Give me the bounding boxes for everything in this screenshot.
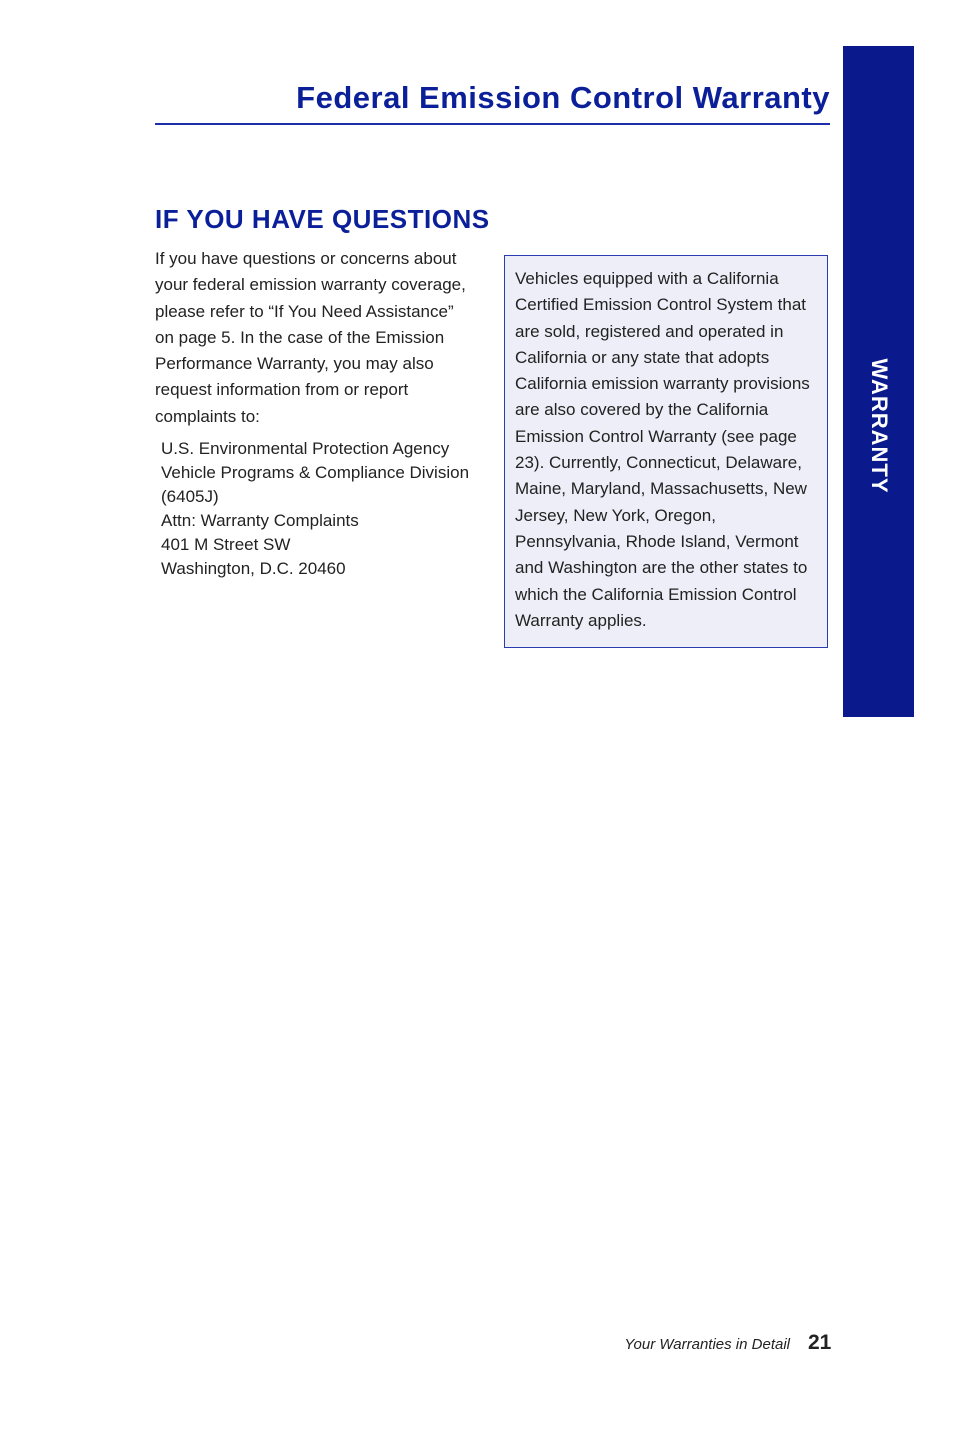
address-line: Vehicle Programs & Compliance Division [161,463,470,482]
side-tab [843,46,914,717]
title-divider [155,123,830,125]
callout-text: Vehicles equipped with a California Certified Emission Control System that are sold, registered and operated in California or any state that adopts California emission warranty provisions are also covered by the California Emission Control Warranty (see page 23). Currently, Connecticut, Delaware, Maine, Maryland, Massachusetts, New Jersey, New York, Oregon, Pennsylvania, Rhode Island, Vermont and Washington are the other states to which the California Emission Control Warranty applies. [515,269,810,630]
page-title: Federal Emission Control Warranty [296,80,830,115]
address-line: 401 M Street SW [161,535,291,554]
address-line: (6405J) [161,487,219,506]
footer-section-label: Your Warranties in Detail [624,1336,790,1353]
address-line: Attn: Warranty Complaints [161,511,359,530]
california-callout-box [504,255,828,648]
address-line: Washington, D.C. 20460 [161,559,346,578]
body-paragraph: If you have questions or concerns about your federal emission warranty coverage, please refer to “If You Need Assistance” on page 5. In the case of the Emission Performance Warranty, you may also request information from or report complaints to: [155,249,466,426]
address-line: U.S. Environmental Protection Agency [161,439,450,458]
page-number: 21 [808,1331,832,1354]
section-heading: IF YOU HAVE QUESTIONS [155,204,490,234]
side-tab-label: WARRANTY [866,358,892,494]
address-block [161,437,481,581]
